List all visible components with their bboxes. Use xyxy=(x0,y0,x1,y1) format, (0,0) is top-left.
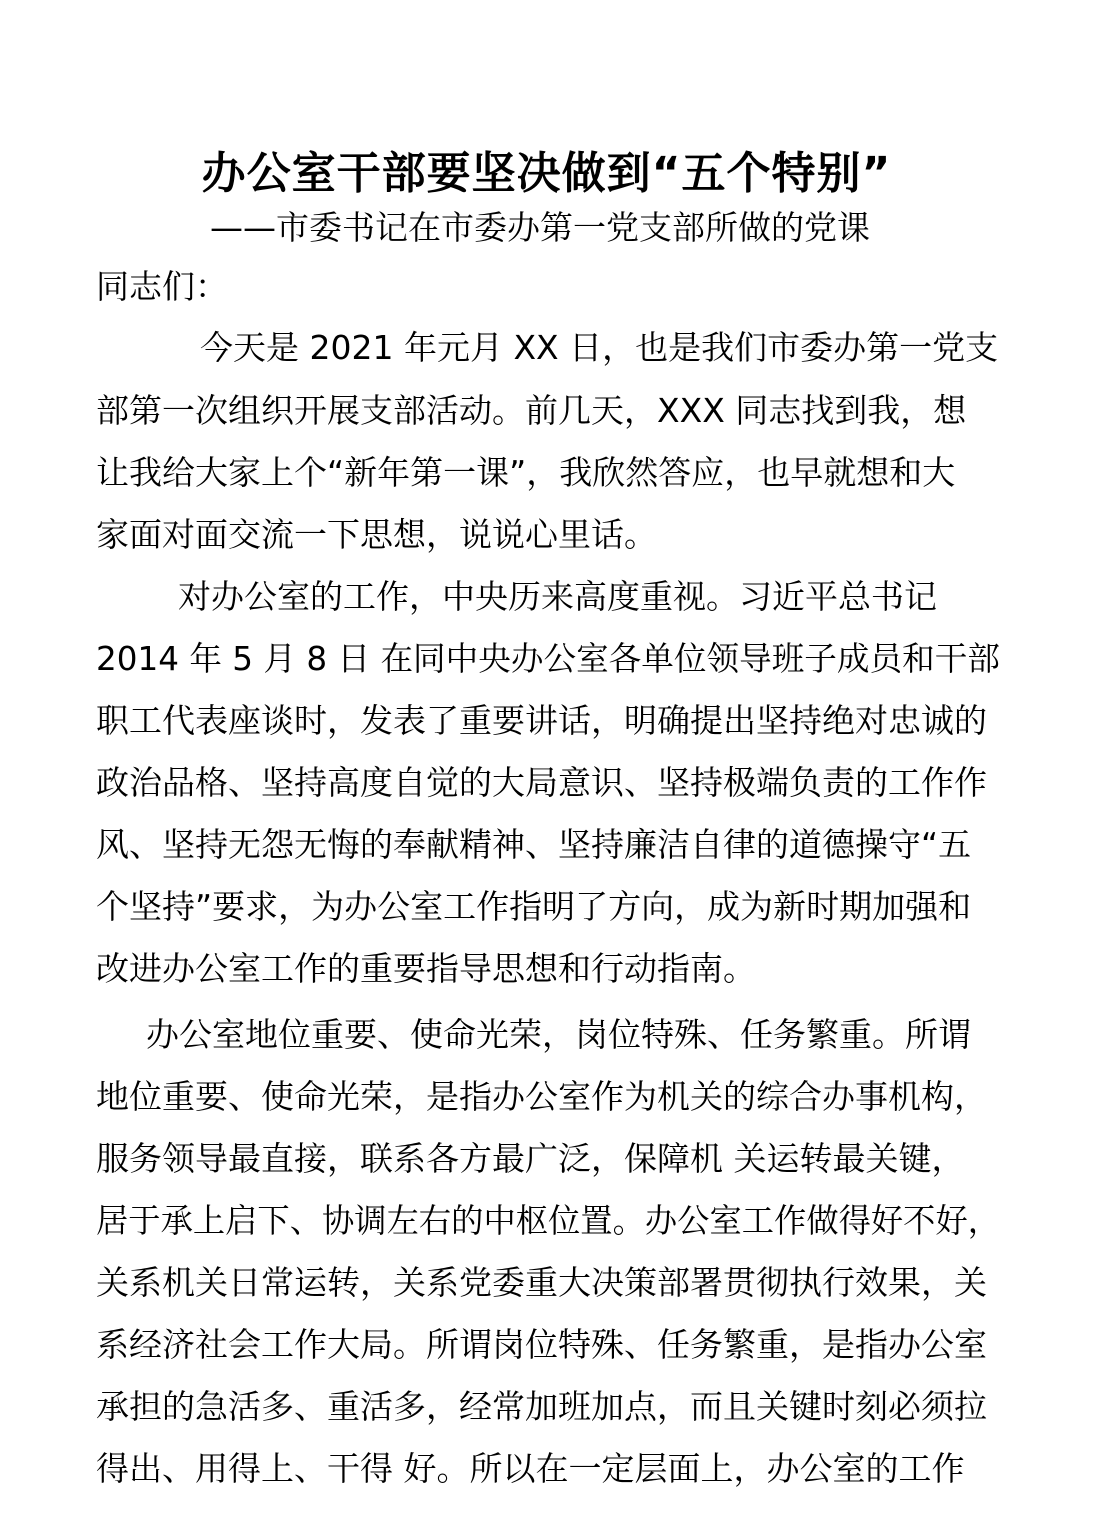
paragraph-line: 家面对面交流一下思想，说说心里话。 xyxy=(96,515,657,554)
paragraph-line: 2014 年 5 月 8 日 在同中央办公室各单位领导班子成员和干部 xyxy=(96,639,1000,678)
paragraph-line: 让我给大家上个“新年第一课”，我欣然答应，也早就想和大 xyxy=(96,453,956,492)
paragraph-line: 得出、用得上、干得 好。所以在一定层面上，办公室的工作 xyxy=(96,1449,965,1488)
paragraph-line: 关系机关日常运转，关系党委重大决策部署贯彻执行效果，关 xyxy=(96,1263,987,1302)
greeting: 同志们： xyxy=(96,267,228,306)
document-title: 办公室干部要坚决做到“五个特别” xyxy=(201,148,892,199)
paragraph-line: 对办公室的工作，中央历来高度重视。习近平总书记 xyxy=(178,577,937,616)
paragraph-line: 风、坚持无怨无悔的奉献精神、坚持廉洁自律的道德操守“五 xyxy=(96,825,972,864)
paragraph-line: 改进办公室工作的重要指导思想和行动指南。 xyxy=(96,949,756,988)
document-subtitle: ——市委书记在市委办第一党支部所做的党课 xyxy=(210,208,870,247)
paragraph-line: 个坚持”要求，为办公室工作指明了方向，成为新时期加强和 xyxy=(96,887,972,926)
paragraph-line: 系经济社会工作大局。所谓岗位特殊、任务繁重，是指办公室 xyxy=(96,1325,987,1364)
paragraph-line: 部第一次组织开展支部活动。前几天，XXX 同志找到我，想 xyxy=(96,391,967,430)
paragraph-line: 职工代表座谈时，发表了重要讲话，明确提出坚持绝对忠诚的 xyxy=(96,701,987,740)
paragraph-line: 服务领导最直接，联系各方最广泛，保障机 关运转最关键， xyxy=(96,1139,965,1178)
paragraph-line: 承担的急活多、重活多，经常加班加点，而且关键时刻必须拉 xyxy=(96,1387,987,1426)
paragraph-line: 政治品格、坚持高度自觉的大局意识、坚持极端负责的工作作 xyxy=(96,763,987,802)
paragraph-line: 地位重要、使命光荣，是指办公室作为机关的综合办事机构， xyxy=(96,1077,987,1116)
paragraph-line: 办公室地位重要、使命光荣，岗位特殊、任务繁重。所谓 xyxy=(146,1015,971,1054)
paragraph-line: 居于承上启下、协调左右的中枢位置。办公室工作做得好不好， xyxy=(96,1201,1001,1240)
paragraph-line: 今天是 2021 年元月 XX 日，也是我们市委办第一党支 xyxy=(200,328,999,367)
